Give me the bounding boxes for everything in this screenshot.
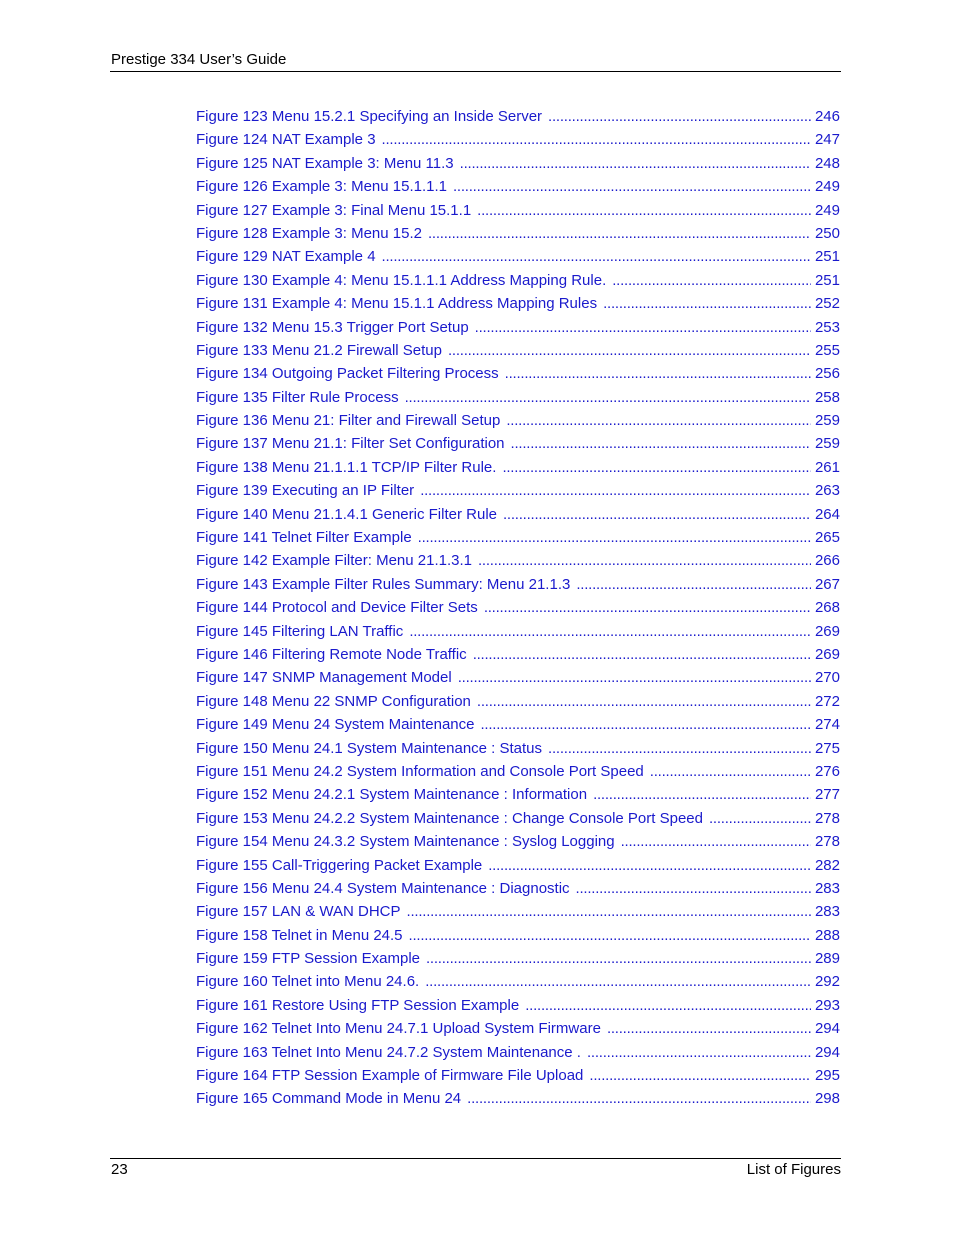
running-header-title: Prestige 334 User’s Guide <box>111 51 287 68</box>
toc-entry-title: Figure 132 Menu 15.3 Trigger Port Setup <box>196 318 469 336</box>
toc-entry-title: Figure 147 SNMP Management Model <box>196 669 452 687</box>
toc-entry-page-number: 250 <box>814 224 840 242</box>
toc-entry-link[interactable] <box>196 362 840 385</box>
toc-entry-link[interactable] <box>196 900 840 923</box>
toc-entry-page-number: 288 <box>814 926 840 944</box>
toc-entry-link[interactable] <box>196 713 840 736</box>
toc-dot-leader <box>418 526 811 549</box>
toc-entry-title: Figure 155 Call-Triggering Packet Example <box>196 856 483 874</box>
toc-entry-title: Figure 157 LAN & WAN DHCP <box>196 903 401 921</box>
toc-dot-leader <box>478 549 811 572</box>
toc-dot-leader <box>709 807 811 830</box>
toc-entry-link[interactable] <box>196 292 840 315</box>
toc-entry-link[interactable] <box>196 596 840 619</box>
toc-dot-leader <box>589 1064 811 1087</box>
toc-entry-link[interactable] <box>196 152 840 175</box>
toc-entry-page-number: 275 <box>814 739 840 757</box>
toc-entry-page-number: 268 <box>814 599 840 617</box>
toc-entry-title: Figure 135 Filter Rule Process <box>196 388 399 406</box>
toc-entry-page-number: 274 <box>814 716 840 734</box>
toc-entry-title: Figure 151 Menu 24.2 System Information and Console Port Speed <box>196 762 644 780</box>
toc-dot-leader <box>505 362 811 385</box>
toc-entry-title: Figure 146 Filtering Remote Node Traffic <box>196 645 467 663</box>
toc-entry-title: Figure 143 Example Filter Rules Summary: Menu 21.1.3 <box>196 575 571 593</box>
toc-dot-leader <box>603 292 811 315</box>
toc-dot-leader <box>448 339 811 362</box>
toc-entry-title: Figure 153 Menu 24.2.2 System Maintenance : Change Console Port Speed <box>196 809 703 827</box>
toc-dot-leader <box>420 479 811 502</box>
toc-entry-page-number: 259 <box>814 412 840 430</box>
toc-entry-page-number: 249 <box>814 201 840 219</box>
toc-entry-link[interactable] <box>196 386 840 409</box>
toc-entry-title: Figure 156 Menu 24.4 System Maintenance : Diagnostic <box>196 879 570 897</box>
toc-entry-link[interactable] <box>196 222 840 245</box>
toc-entry-link[interactable] <box>196 994 840 1017</box>
toc-entry-link[interactable] <box>196 643 840 666</box>
toc-dot-leader <box>405 386 811 409</box>
toc-entry-link[interactable] <box>196 760 840 783</box>
toc-entry-page-number: 251 <box>814 248 840 266</box>
toc-dot-leader <box>428 222 811 245</box>
toc-entry-link[interactable] <box>196 666 840 689</box>
toc-dot-leader <box>467 1087 811 1110</box>
toc-dot-leader <box>426 947 811 970</box>
toc-dot-leader <box>475 316 811 339</box>
toc-dot-leader <box>488 854 811 877</box>
toc-entry-page-number: 283 <box>814 903 840 921</box>
toc-dot-leader <box>502 456 811 479</box>
toc-entry-page-number: 282 <box>814 856 840 874</box>
toc-entry-link[interactable] <box>196 105 840 128</box>
toc-entry-title: Figure 129 NAT Example 4 <box>196 248 376 266</box>
toc-entry-title: Figure 123 Menu 15.2.1 Specifying an Inside Server <box>196 108 543 125</box>
toc-dot-leader <box>425 970 811 993</box>
toc-entry-title: Figure 141 Telnet Filter Example <box>196 529 412 547</box>
toc-entry-page-number: 270 <box>814 669 840 687</box>
footer-divider <box>110 1158 841 1159</box>
toc-entry-title: Figure 136 Menu 21: Filter and Firewall Setup <box>196 412 501 430</box>
toc-dot-leader <box>477 199 811 222</box>
toc-entry-title: Figure 161 Restore Using FTP Session Example <box>196 996 520 1014</box>
toc-dot-leader <box>593 783 811 806</box>
toc-entry-link[interactable] <box>196 854 840 877</box>
toc-entry-title: Figure 158 Telnet in Menu 24.5 <box>196 926 403 944</box>
toc-dot-leader <box>612 269 811 292</box>
toc-dot-leader <box>458 666 811 689</box>
toc-entry-title: Figure 162 Telnet Into Menu 24.7.1 Upload System Firmware <box>196 1020 601 1038</box>
toc-dot-leader <box>409 620 811 643</box>
toc-dot-leader <box>481 713 811 736</box>
toc-entry-title: Figure 148 Menu 22 SNMP Configuration <box>196 692 471 710</box>
toc-entry-page-number: 277 <box>814 786 840 804</box>
toc-entry-link[interactable] <box>196 245 840 268</box>
toc-entry-title: Figure 126 Example 3: Menu 15.1.1.1 <box>196 178 447 196</box>
toc-entry-link[interactable] <box>196 947 840 970</box>
toc-entry-link[interactable] <box>196 479 840 502</box>
toc-entry-page-number: 267 <box>814 575 840 593</box>
toc-dot-leader <box>607 1017 811 1040</box>
toc-entry-title: Figure 128 Example 3: Menu 15.2 <box>196 224 422 242</box>
toc-entry-link[interactable] <box>196 175 840 198</box>
toc-dot-leader <box>382 245 811 268</box>
toc-entry-page-number: 276 <box>814 762 840 780</box>
toc-entry-title: Figure 152 Menu 24.2.1 System Maintenance : Information <box>196 786 588 804</box>
toc-entry-link[interactable] <box>196 316 840 339</box>
toc-entry-title: Figure 149 Menu 24 System Maintenance <box>196 716 475 734</box>
toc-entry-title: Figure 160 Telnet into Menu 24.6. <box>196 973 420 991</box>
toc-entry-page-number: 266 <box>814 552 840 570</box>
toc-entry-page-number: 265 <box>814 529 840 547</box>
toc-entry-title: Figure 124 NAT Example 3 <box>196 131 376 149</box>
list-of-figures <box>196 105 840 1111</box>
toc-entry-page-number: 295 <box>814 1067 840 1085</box>
toc-dot-leader <box>621 830 811 853</box>
toc-entry-page-number: 255 <box>814 341 840 359</box>
toc-dot-leader <box>650 760 811 783</box>
toc-entry-link[interactable] <box>196 620 840 643</box>
toc-entry-title: Figure 137 Menu 21.1: Filter Set Configuration <box>196 435 505 453</box>
toc-dot-leader <box>576 573 811 596</box>
toc-entry-link[interactable] <box>196 339 840 362</box>
toc-entry-link[interactable] <box>196 409 840 432</box>
toc-entry-link[interactable] <box>196 877 840 900</box>
toc-entry-title: Figure 139 Executing an IP Filter <box>196 482 415 500</box>
toc-entry-title: Figure 125 NAT Example 3: Menu 11.3 <box>196 154 454 172</box>
toc-entry-link[interactable] <box>196 783 840 806</box>
toc-entry-title: Figure 131 Example 4: Menu 15.1.1 Address Mapping Rules <box>196 295 598 313</box>
toc-dot-leader <box>525 994 811 1017</box>
toc-entry-title: Figure 138 Menu 21.1.1.1 TCP/IP Filter Rule. <box>196 458 497 476</box>
toc-dot-leader <box>460 152 811 175</box>
toc-entry-page-number: 298 <box>814 1090 840 1108</box>
toc-dot-leader <box>484 596 811 619</box>
toc-entry-page-number: 256 <box>814 365 840 383</box>
toc-entry-title: Figure 130 Example 4: Menu 15.1.1.1 Address Mapping Rule. <box>196 271 607 289</box>
toc-entry-page-number: 259 <box>814 435 840 453</box>
toc-entry-page-number: 289 <box>814 950 840 968</box>
toc-entry-link[interactable] <box>196 690 840 713</box>
toc-entry-page-number: 263 <box>814 482 840 500</box>
toc-dot-leader <box>453 175 811 198</box>
toc-dot-leader <box>407 900 811 923</box>
toc-entry-link[interactable] <box>196 924 840 947</box>
toc-entry-title: Figure 127 Example 3: Final Menu 15.1.1 <box>196 201 472 219</box>
toc-entry-title: Figure 134 Outgoing Packet Filtering Process <box>196 365 499 383</box>
toc-entry-title: Figure 159 FTP Session Example <box>196 950 420 968</box>
toc-entry-page-number: 292 <box>814 973 840 991</box>
toc-entry-title: Figure 144 Protocol and Device Filter Sets <box>196 599 478 617</box>
toc-entry-page-number: 294 <box>814 1020 840 1038</box>
toc-entry-title: Figure 133 Menu 21.2 Firewall Setup <box>196 341 442 359</box>
toc-entry-page-number: 246 <box>814 108 840 125</box>
toc-entry-title: Figure 163 Telnet Into Menu 24.7.2 System Maintenance . <box>196 1043 581 1061</box>
toc-entry-link[interactable] <box>196 503 840 526</box>
toc-entry-page-number: 261 <box>814 458 840 476</box>
toc-entry-title: Figure 164 FTP Session Example of Firmware File Upload <box>196 1067 584 1085</box>
toc-dot-leader <box>477 690 811 713</box>
toc-entry-page-number: 251 <box>814 271 840 289</box>
toc-entry-page-number: 247 <box>814 131 840 149</box>
toc-dot-leader <box>506 409 811 432</box>
toc-entry-page-number: 264 <box>814 505 840 523</box>
toc-entry-title: Figure 142 Example Filter: Menu 21.1.3.1 <box>196 552 472 570</box>
toc-entry-page-number: 269 <box>814 622 840 640</box>
toc-entry-title: Figure 154 Menu 24.3.2 System Maintenance : Syslog Logging <box>196 833 615 851</box>
toc-entry-link[interactable] <box>196 199 840 222</box>
toc-entry-page-number: 258 <box>814 388 840 406</box>
toc-entry-page-number: 278 <box>814 833 840 851</box>
toc-entry-page-number: 269 <box>814 645 840 663</box>
toc-entry-link[interactable] <box>196 549 840 572</box>
toc-entry-link[interactable] <box>196 1041 840 1064</box>
toc-entry-link[interactable] <box>196 456 840 479</box>
footer-page-number: 23 <box>111 1161 128 1178</box>
toc-dot-leader <box>473 643 811 666</box>
toc-dot-leader <box>548 737 811 760</box>
footer-section-title: List of Figures <box>746 1161 841 1178</box>
toc-dot-leader <box>409 924 811 947</box>
toc-entry-title: Figure 150 Menu 24.1 System Maintenance : Status <box>196 739 543 757</box>
toc-entry-title: Figure 140 Menu 21.1.4.1 Generic Filter Rule <box>196 505 497 523</box>
toc-entry-link[interactable] <box>196 269 840 292</box>
toc-entry-page-number: 252 <box>814 295 840 313</box>
toc-entry-link[interactable] <box>196 737 840 760</box>
toc-entry-link[interactable] <box>196 1087 840 1110</box>
toc-entry-link[interactable] <box>196 1017 840 1040</box>
toc-entry-title: Figure 165 Command Mode in Menu 24 <box>196 1090 462 1108</box>
toc-dot-leader <box>511 432 811 455</box>
toc-entry-link[interactable] <box>196 830 840 853</box>
toc-entry-page-number: 283 <box>814 879 840 897</box>
toc-entry-link[interactable] <box>196 432 840 455</box>
toc-entry-page-number: 293 <box>814 996 840 1014</box>
toc-entry-page-number: 253 <box>814 318 840 336</box>
toc-entry-title: Figure 145 Filtering LAN Traffic <box>196 622 404 640</box>
toc-entry-link[interactable] <box>196 128 840 151</box>
toc-dot-leader <box>382 128 811 151</box>
header-divider <box>110 71 841 72</box>
toc-entry-link[interactable] <box>196 807 840 830</box>
toc-dot-leader <box>587 1041 811 1064</box>
toc-dot-leader <box>548 105 811 128</box>
toc-dot-leader <box>576 877 811 900</box>
toc-entry-page-number: 249 <box>814 178 840 196</box>
toc-entry-page-number: 248 <box>814 154 840 172</box>
toc-entry-link[interactable] <box>196 526 840 549</box>
toc-entry-link[interactable] <box>196 1064 840 1087</box>
toc-entry-page-number: 294 <box>814 1043 840 1061</box>
toc-entry-link[interactable] <box>196 970 840 993</box>
toc-entry-page-number: 278 <box>814 809 840 827</box>
toc-dot-leader <box>503 503 811 526</box>
toc-entry-page-number: 272 <box>814 692 840 710</box>
toc-entry-link[interactable] <box>196 573 840 596</box>
